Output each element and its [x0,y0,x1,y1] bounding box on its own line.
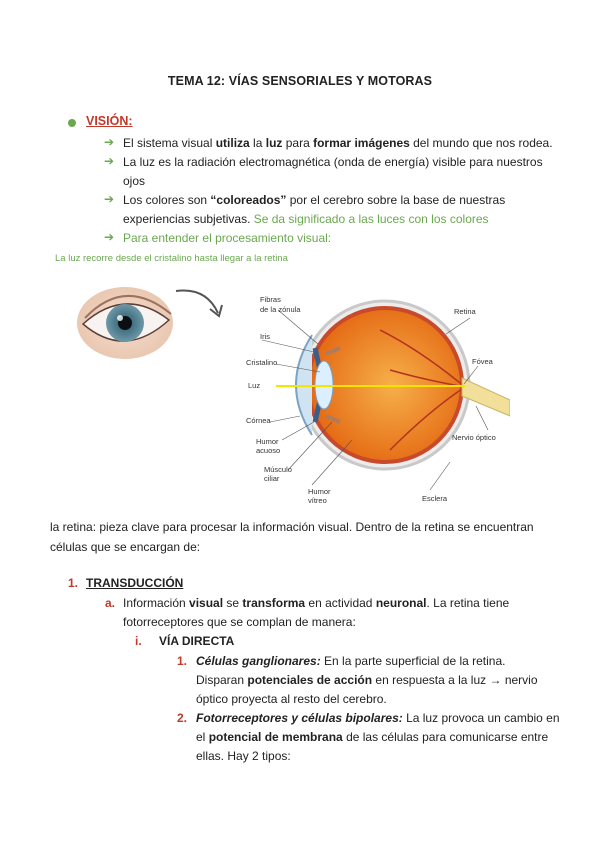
label-humor-vitreo-2: vítreo [308,496,327,505]
text-run: formar imágenes [313,136,410,150]
text-run: Disparan [196,673,248,687]
item2-line2 [196,730,548,744]
text-run: se [223,596,243,610]
text-run: El sistema visual [123,136,216,150]
text-run: La luz provoca un cambio en [402,711,560,725]
label-nervio-optico: Nervio óptico [452,433,496,442]
label-humor-acuoso-2: acuoso [256,446,281,455]
page-title: TEMA 12: VÍAS SENSORIALES Y MOTORAS [167,74,433,88]
text-run: el [196,730,209,744]
item1-line1 [196,654,505,668]
label-iris: Iris [260,332,270,341]
vision-item-3-line2 [123,210,489,229]
retina-paragraph-line2: células que se encargan de: [50,540,201,554]
arrow-icon: ➔ [104,192,115,206]
bullet-dot [68,119,76,127]
text-run: . La retina tiene [426,596,510,610]
text-run: Se da significado a las luces con los colores [250,212,489,226]
label-retina: Retina [454,307,476,316]
label-luz: Luz [248,381,261,390]
via-directa-heading: VÍA DIRECTA [159,634,235,648]
text-run: por el cerebro sobre la base de nuestras [286,193,506,207]
text-run: potencial de membrana [208,730,343,744]
item1-line2 [196,673,538,687]
arrow-icon: ➔ [104,230,115,244]
vision-item-4: Para entender el procesamiento visual: [123,231,332,245]
text-run: En la parte superficial de la retina. [320,654,506,668]
item-number: 2. [177,711,188,725]
text-run: potenciales de acción [247,673,373,687]
retina-paragraph-line1: la retina: pieza clave para procesar la información visual. Dentro de la retina se encuentran [50,520,534,534]
label-fibras-2: de la zónula [260,305,301,314]
vision-item-1 [123,134,553,153]
arrow-icon: ➔ [104,135,115,149]
text-run: Células ganglionares: [196,654,321,668]
label-cristalino: Cristalino [246,358,278,367]
text-run: Los colores son [123,193,211,207]
item2-line3: ellas. Hay 2 tipos: [196,749,291,763]
item1-line3: óptico proyecta al resto del cerebro. [196,692,387,706]
label-humor-acuoso-1: Humor [256,437,279,446]
vision-item-2-line2: ojos [123,174,146,188]
sub-a-line2: fotorreceptores que se complan de manera: [123,615,356,629]
text-run: Información [123,596,190,610]
text-run: de las células para comunicarse entre [342,730,549,744]
vision-item-2-line1: La luz es la radiación electromagnética (onda de energía) visible para nuestros [123,155,543,169]
text-run: neuronal [375,596,427,610]
text-run: utiliza [215,136,250,150]
text-run: Fotorreceptores y células bipolares: [196,711,403,725]
item-number: 1. [177,654,188,668]
pointing-arrow-icon [172,283,232,323]
text-run: transforma [242,596,306,610]
item2-line1 [196,711,560,725]
vision-heading: VISIÓN: [86,114,133,128]
roman-numeral: i. [135,634,142,648]
eye-anatomy-diagram [240,290,510,512]
label-esclera: Esclera [422,494,448,503]
sub-letter: a. [105,596,116,610]
label-cornea: Córnea [246,416,271,425]
label-musculo-1: Músculo [264,465,292,474]
text-run: en actividad [305,596,376,610]
sub-a-line1 [123,596,509,610]
text-run: del mundo que nos rodea. [409,136,553,150]
image-caption: La luz recorre desde el cristalino hasta llegar a la retina [55,253,288,264]
label-musculo-2: ciliar [264,474,280,483]
text-run: “coloreados” [210,193,287,207]
vision-item-3-line1 [123,191,505,210]
text-run: luz [265,136,283,150]
label-humor-vitreo-1: Humor [308,487,331,496]
text-run: para [282,136,314,150]
label-fovea: Fóvea [472,357,493,366]
text-run: en respuesta a la luz → nervio [372,673,538,687]
section-number: 1. [68,576,79,590]
label-fibras-1: Fibras [260,295,281,304]
text-run: experiencias subjetivas. [123,212,251,226]
section-heading: TRANSDUCCIÓN [86,576,184,590]
arrow-icon: ➔ [104,154,115,168]
text-run: la [249,136,266,150]
text-run: visual [189,596,224,610]
